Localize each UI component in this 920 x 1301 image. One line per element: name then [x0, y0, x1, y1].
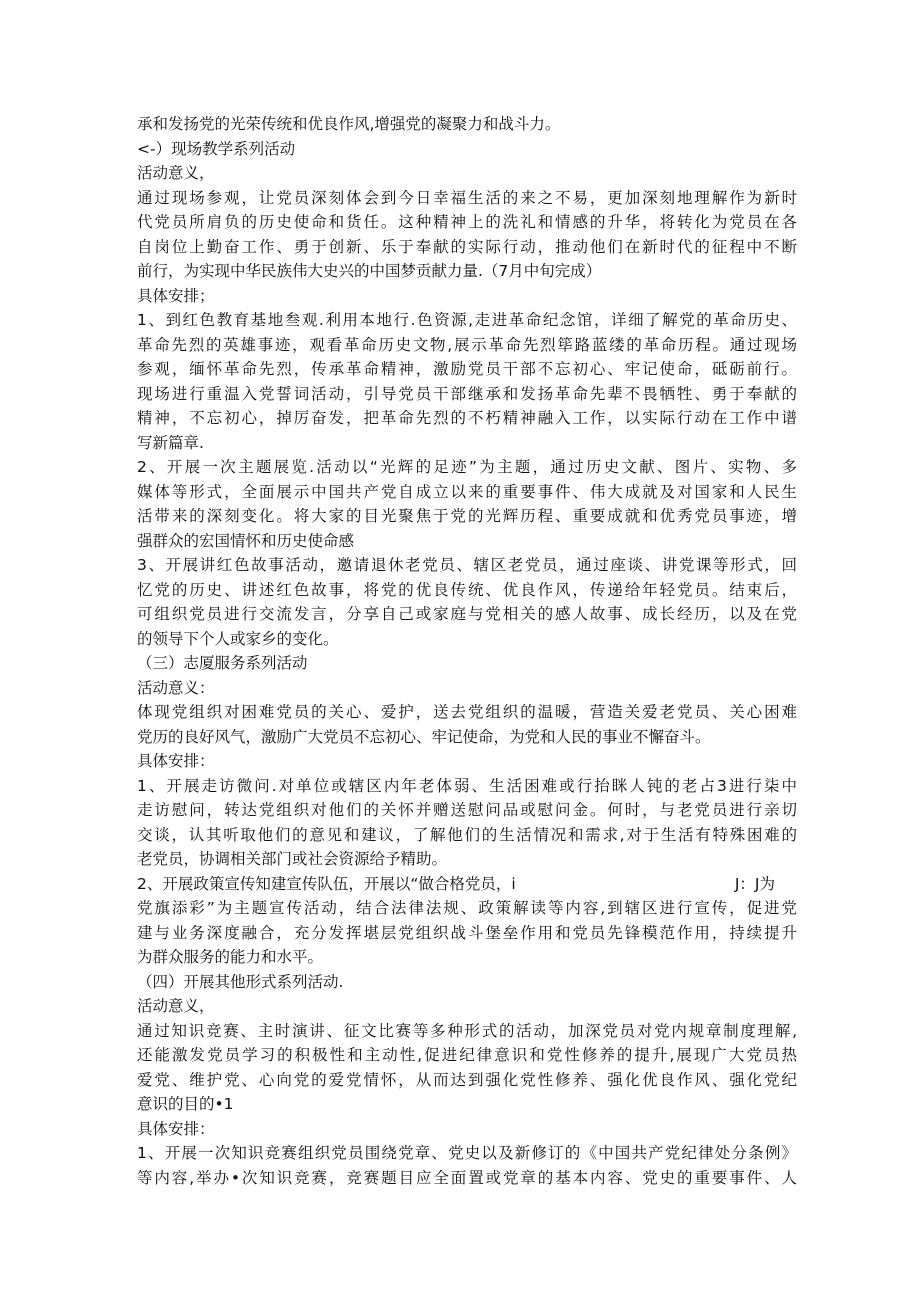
paragraph-line: 体现党组织对困难党员的关心、爱护，送去党组织的温暖，营造关爱老党员、关心困难	[137, 703, 797, 721]
paragraph-line: 的领导下个人或家乡的变化。	[137, 629, 339, 648]
paragraph-line: 承和发扬党的光荣传统和优良作风,增强党的凝聚力和战斗力。	[137, 115, 561, 133]
paragraph-line: 2、开展一次主题展览.活动以“光辉的足迹”为主题，通过历史文献、图片、实物、多	[137, 458, 797, 476]
paragraph-line: 老党员，协调相关部门或社会资源给予精助。	[137, 850, 448, 868]
paragraph-line-split	[137, 872, 797, 897]
subheading-line: 具体安排：	[137, 752, 215, 770]
paragraph-line: 精神，不忘初心，掉厉奋发，把革命先烈的不朽精神融入工作，以实际行动在工作中谱	[137, 409, 797, 427]
paragraph-line: 还能激发党员学习的积极性和主动性,促进纪律意识和党性修养的提升,展现广大党员热	[137, 1046, 797, 1064]
split-line-left: 2、开展政策宣传知建宣传队伍，开展以“做合格党员，i	[137, 874, 516, 893]
paragraph-line: 意识的目的•1	[137, 1095, 234, 1113]
section-heading: （三）志厦服务系列活动	[137, 654, 308, 672]
document-body	[137, 112, 797, 1190]
paragraph-line: 革命先烈的英雄事迹，观看革命历史文物,展示革命先烈筚路蓝缕的革命历程。通过现场	[137, 335, 797, 354]
subheading-line: 具体安排；	[137, 286, 215, 305]
paragraph-line: 活带来的深刻变化。将大家的目光聚焦于党的光辉历程、重要成就和优秀党员事迹，增	[137, 507, 797, 525]
paragraph-line: 现场进行重温入党誓词活动，引导党员干部继承和发扬革命先辈不畏牺牲、勇于奉献的	[137, 384, 797, 403]
paragraph-line: 爱党、维护党、心向党的爱党情怀，从而达到强化党性修养、强化优良作风、强化党纪	[137, 1070, 797, 1089]
paragraph-line: 党旗添彩”为主题宣传活动，结合法律法规、政策解读等内容,到辖区进行宣传，促进党	[137, 899, 797, 917]
paragraph-line: 媒体等形式，全面展示中国共产党自成立以来的重要事件、伟大成就及对国家和人民生	[137, 482, 797, 501]
paragraph-line: 代党员所肩负的历史使命和货任。这种精神上的洗礼和情感的升华，将转化为党员在各	[137, 213, 797, 231]
paragraph-line: 党历的良好风气，激励广大党员不忘初心、牢记使命，为党和人民的事业不懈奋斗。	[137, 727, 711, 746]
paragraph-line: 1、到红色教育基地叁观.利用本地行.色资源,走进革命纪念馆，详细了解党的革命历史、	[137, 311, 797, 329]
paragraph-line: 通过知识竞赛、主时演讲、征文比赛等多种形式的活动，加深党员对党内规章制度理解,	[137, 1021, 797, 1040]
paragraph-line: 写新篇章.	[137, 433, 204, 452]
paragraph-line: 自岗位上勤奋工作、勇于创新、乐于奉献的实际行动，推动他们在新时代的征程中不断	[137, 237, 797, 256]
paragraph-line: 强群众的宏国情怀和历史使命感	[137, 531, 355, 550]
paragraph-line: 等内容,举办•次知识竞赛，竞赛题目应全面置或党章的基本内容、党史的重要事件、人	[137, 1168, 797, 1187]
split-line-right: J：J为	[734, 874, 775, 893]
paragraph-line: 建与业务深度融合，充分发挥堪层党组织战斗堡垒作用和党员先锋模范作用，持续提升	[137, 923, 797, 942]
paragraph-line: 可组织党员进行交流发言，分享自己或家庭与党相关的感人故事、成长经历，以及在党	[137, 605, 797, 623]
subheading-line: 活动意义：	[137, 678, 215, 697]
paragraph-line: 忆党的历史、讲述红色故事，将党的优良传统、优良作风，传递给年轻党员。结束后，	[137, 580, 797, 599]
section-heading: <-）现场教学系列活动	[137, 139, 296, 158]
subheading-line: 具体安排：	[137, 1119, 215, 1138]
paragraph-line: 参观，缅怀革命先烈，传承革命精神，激励党员干部不忘初心、牢记使命，砥砺前行。	[137, 360, 797, 378]
paragraph-line: 为群众服务的能力和水平。	[137, 948, 324, 966]
paragraph-line: 交谈，认其听取他们的意见和建议，了解他们的生活情况和需求,对于生活有特殊困难的	[137, 825, 797, 844]
paragraph-line: 3、开展讲红色故事活动，邀请退休老党员、辖区老党员，通过座谈、讲党课等形式，回	[137, 556, 797, 574]
subheading-line: 活动意义，	[137, 997, 215, 1015]
paragraph-line: 走访慰问，转达党组织对他们的关怀并赠送慰问品或慰问金。何时，与老党员进行亲切	[137, 801, 797, 819]
section-heading: （四）开展其他形式系列活动.	[137, 972, 344, 991]
paragraph-line: 1、开展走访微问.对单位或辖区内年老体弱、生活困难或行抬眯人钝的老占3进行柒中	[137, 776, 797, 795]
paragraph-line: 通过现场参观，让党员深刻体会到今日幸福生活的来之不易，更加深刻地理解作为新时	[137, 188, 797, 207]
subheading-line: 活动意义，	[137, 164, 215, 182]
paragraph-line: 前行，为实现中华民族伟大史兴的中国梦贡献力量.（7月中旬完成）	[137, 262, 602, 280]
paragraph-line: 1、开展一次知识竞赛组织党员围绕党章、党史以及新修订的《中国共产党纪律处分条例》	[137, 1144, 797, 1162]
